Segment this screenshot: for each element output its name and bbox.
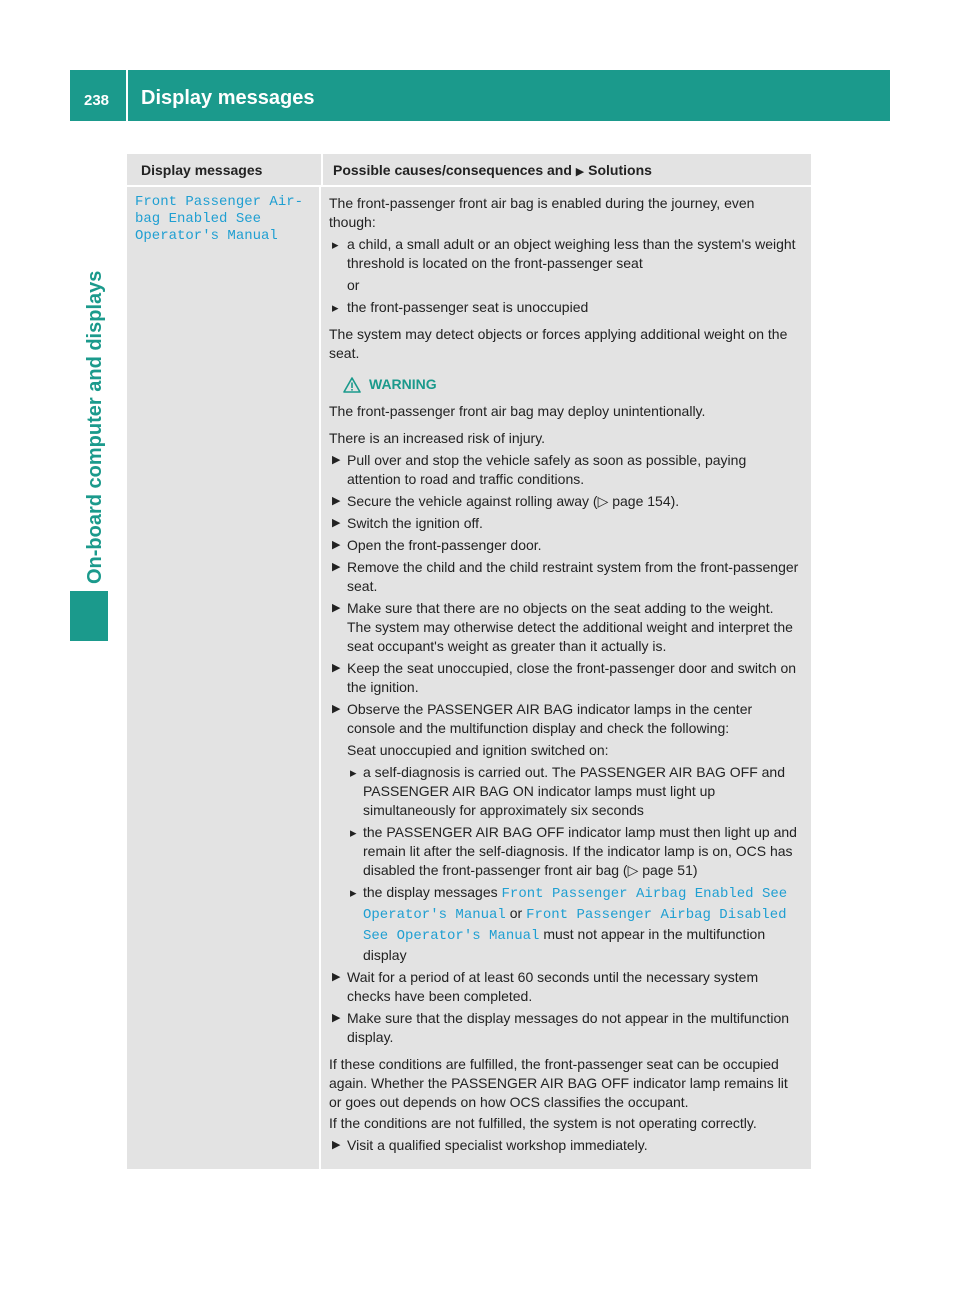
instruction-step: ▶ Remove the child and the child restraint system from the front-passenger seat. — [329, 558, 803, 596]
instruction-step-note: The system may otherwise detect the additional weight and interpret the seat occupant's weight as greater than it actually is. — [347, 619, 793, 654]
intro-text: The front-passenger front air bag is enabled during the journey, even though: — [329, 195, 755, 230]
condition-item: ▸ the front-passenger seat is unoccupied — [329, 298, 803, 317]
message-line-1: Front Passenger Air‐ — [135, 194, 304, 210]
instruction-step-text: ▶ Make sure that there are no objects on the seat adding to the weight. — [347, 600, 774, 616]
display-message-code: Front Passenger Airbag Disabled See Operator's Manual — [363, 907, 787, 944]
page-number: 238 — [84, 92, 110, 109]
warning-triangle-icon — [343, 377, 361, 393]
check-list — [329, 763, 803, 965]
or-text: or — [347, 277, 360, 293]
instruction-step: ▶ Open the front-passenger door. — [329, 536, 803, 555]
instruction-step — [329, 599, 803, 656]
check-item-text: must not appear in the multifunction display — [363, 926, 766, 963]
check-item-text: or — [509, 905, 523, 921]
instruction-step: ▶ Visit a qualified specialist workshop immediately. — [329, 1136, 803, 1155]
column-header-messages: Display messages — [127, 154, 321, 187]
display-message-code: Front Passenger Airbag Enabled See Operator's Manual — [363, 886, 788, 923]
messages-table — [127, 154, 811, 1169]
detect-text: The system may detect objects or forces applying additional weight on the seat. — [329, 326, 788, 361]
instruction-step: ▶ Switch the ignition off. — [329, 514, 803, 533]
column-header-solutions-text: Solutions — [588, 161, 652, 178]
fulfilled-text: If these conditions are fulfilled, the front-passenger seat can be occupied again. Whether the PASSENGER AIR BAG OFF indicator lamp remains lit or goes out depends on how OCS classifies the occupant. — [329, 1056, 788, 1110]
message-line-2: bag Enabled See — [135, 211, 262, 227]
instruction-step: ▶ Secure the vehicle against rolling away (▷ page 154). — [329, 492, 803, 511]
warning-text: There is an increased risk of injury. — [329, 430, 546, 446]
instruction-step: ▶ Observe the PASSENGER AIR BAG indicator lamps in the center console and the multifunction display and check the following: — [329, 700, 803, 738]
column-header-causes — [321, 154, 811, 187]
solutions-cell — [321, 187, 811, 1169]
warning-title: WARNING — [369, 376, 437, 392]
condition-item: ▸ a child, a small adult or an object weighing less than the system's weight threshold is located on the front-passenger seat — [329, 235, 803, 273]
column-header-causes-text: Possible causes/consequences and — [333, 161, 572, 178]
display-message-cell — [127, 187, 321, 1169]
page-title: Display messages — [141, 87, 315, 109]
side-section-label: On-board computer and displays — [84, 270, 106, 584]
seat-condition-text: Seat unoccupied and ignition switched on: — [347, 742, 609, 758]
instruction-step: ▶ Pull over and stop the vehicle safely as soon as possible, paying attention to road and traffic conditions. — [329, 451, 803, 489]
message-line-3: Operator's Manual — [135, 228, 278, 244]
side-tab-marker — [70, 591, 108, 641]
check-item: ▸ the PASSENGER AIR BAG OFF indicator lamp must then light up and remain lit after the self-diagnosis. If the indicator lamp is on, OCS has disabled the front-passenger front air bag (▷ page 51) — [347, 823, 803, 880]
check-item-text: the display messages — [363, 884, 498, 900]
header-divider — [126, 70, 128, 121]
table-row — [127, 187, 811, 1169]
instruction-step: ▶ Make sure that the display messages do not appear in the multifunction display. — [329, 1009, 803, 1047]
check-item — [347, 883, 803, 965]
warning-heading — [329, 375, 803, 394]
not-fulfilled-text: If the conditions are not fulfilled, the system is not operating correctly. — [329, 1115, 757, 1131]
check-item: ▸ a self-diagnosis is carried out. The PASSENGER AIR BAG OFF and PASSENGER AIR BAG ON indicator lamps must light up simultaneously for approximately six seconds — [347, 763, 803, 820]
table-header-row — [127, 154, 811, 187]
instruction-step: ▶ Keep the seat unoccupied, close the front-passenger door and switch on the ignition. — [329, 659, 803, 697]
arrow-right-icon: ▶ — [575, 165, 585, 178]
warning-text: The front-passenger front air bag may deploy unintentionally. — [329, 403, 706, 419]
instruction-step: ▶ Wait for a period of at least 60 seconds until the necessary system checks have been completed. — [329, 968, 803, 1006]
